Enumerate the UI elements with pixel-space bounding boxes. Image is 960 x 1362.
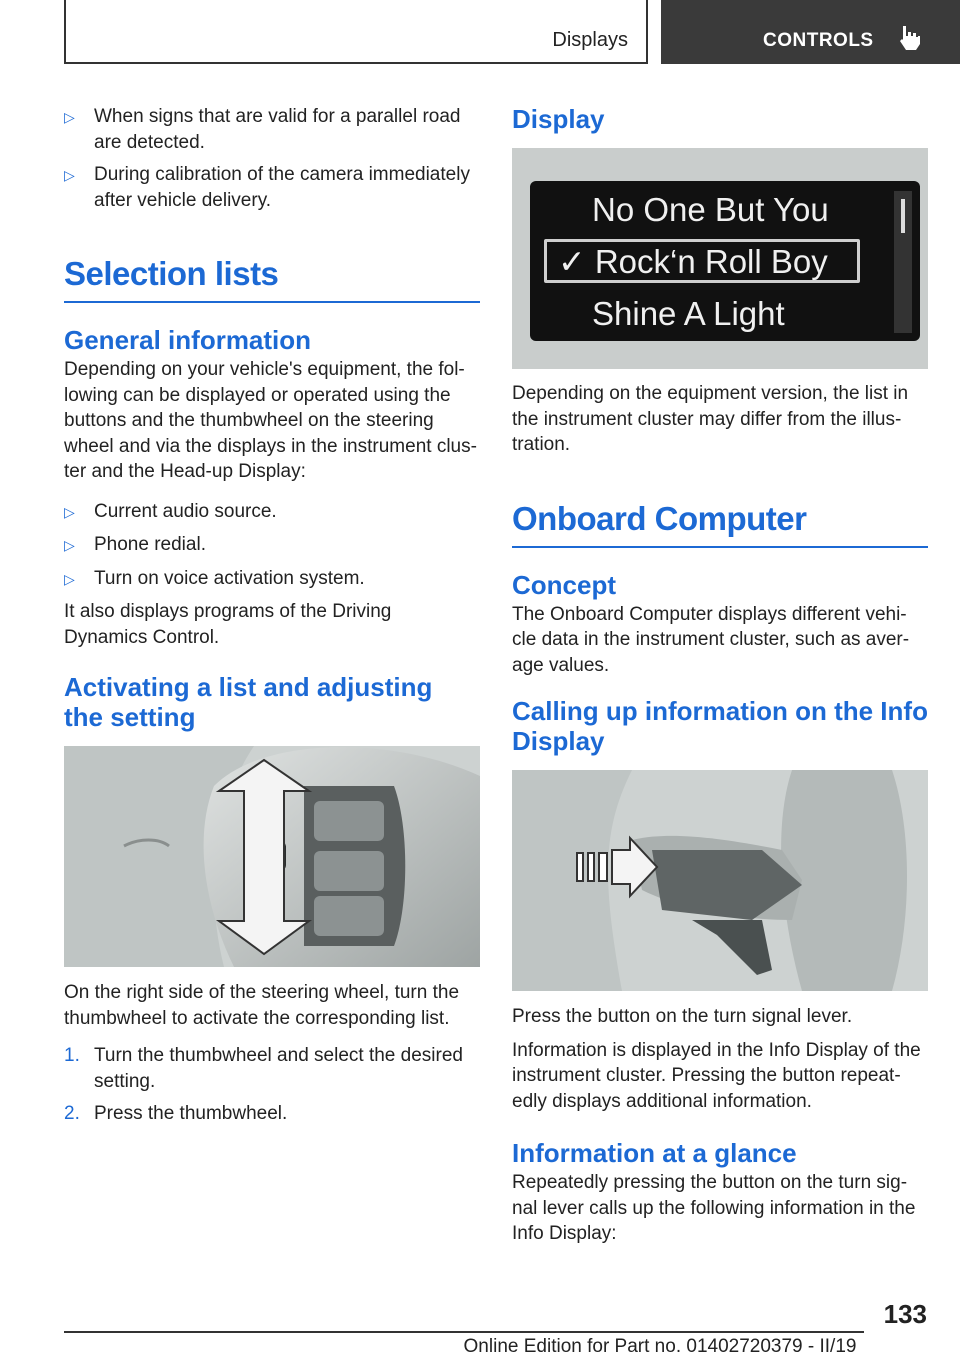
list-item xyxy=(64,532,480,559)
driving-dynamics-text: It also displays programs of the Driving Dynamics Control. xyxy=(64,601,392,648)
calling-up-heading: Calling up information on the Info Display xyxy=(512,696,928,756)
list-item xyxy=(64,566,480,593)
list-item-text: Turn on voice activation system. xyxy=(94,567,365,589)
header-chapter-tab xyxy=(661,0,960,64)
list-item-text: When signs that are valid for a parallel road are detected. xyxy=(94,106,461,153)
header-section-title: Displays xyxy=(552,29,628,51)
general-information-text: Depending on your vehicle's equipment, the fol‐lowing can be displayed or operated using the buttons and the thumbwheel on the steering wheel and via the displays in the instrument clus‐ter and the Head-up Display: xyxy=(64,359,477,482)
page-number: 133 xyxy=(883,1299,927,1329)
display-list-item: No One But You xyxy=(592,191,829,228)
steering-wheel-illustration xyxy=(64,746,480,967)
step-text: Press the thumbwheel. xyxy=(94,1103,288,1124)
selection-lists-heading: Selection lists xyxy=(64,255,480,303)
list-item-text: Current audio source. xyxy=(94,500,277,522)
general-information-heading: General information xyxy=(64,325,312,355)
calling-up-text-1: Press the button on the turn signal lever. xyxy=(512,1006,853,1027)
step-number: 1. xyxy=(64,1045,80,1066)
left-column xyxy=(64,104,480,1134)
triangle-bullet-icon: ▷ xyxy=(64,503,75,520)
triangle-bullet-icon: ▷ xyxy=(64,109,75,125)
list-item xyxy=(64,104,480,155)
display-scrollbar xyxy=(894,191,912,333)
step-item xyxy=(64,1043,480,1094)
triangle-bullet-icon: ▷ xyxy=(64,537,75,553)
header-chapter-title: CONTROLS xyxy=(763,30,874,51)
activating-list-text: On the right side of the steering wheel, turn the thumbwheel to activate the corresponding list. xyxy=(64,982,460,1029)
list-item xyxy=(64,162,480,213)
triangle-bullet-icon: ▷ xyxy=(64,167,75,183)
triangle-bullet-icon: ▷ xyxy=(64,570,75,587)
display-heading: Display xyxy=(512,104,605,134)
information-at-a-glance-heading: Information at a glance xyxy=(512,1138,797,1168)
step-item xyxy=(64,1101,480,1127)
concept-text: The Onboard Computer displays different vehi‐cle data in the instrument cluster, such as aver‐age values. xyxy=(512,603,910,676)
step-text: Turn the thumbwheel and select the desired setting. xyxy=(94,1045,463,1092)
onboard-computer-heading: Onboard Computer xyxy=(512,500,928,548)
display-screen xyxy=(530,181,920,341)
step-number: 2. xyxy=(64,1103,80,1124)
display-scrollbar-thumb xyxy=(901,199,905,233)
list-item xyxy=(64,499,480,526)
header-section-tab xyxy=(64,0,648,64)
hand-pointer-icon xyxy=(897,24,921,52)
turn-signal-lever-illustration xyxy=(512,770,928,991)
calling-up-text-2: Information is displayed in the Info Display of the instrument cluster. Pressing the button repeat‐edly displays additional information. xyxy=(512,1039,921,1112)
list-item-text: During calibration of the camera immediately after vehicle delivery. xyxy=(94,164,470,211)
footer-divider xyxy=(64,1331,864,1333)
display-caption: Depending on the equipment version, the list in the instrument cluster may differ from the illus‐tration. xyxy=(512,383,909,455)
list-item-text: Phone redial. xyxy=(94,534,206,555)
right-column xyxy=(512,104,928,1255)
display-list-item: Shine A Light xyxy=(592,295,785,332)
footer-edition-text: Online Edition for Part no. 01402720379 - II/19 xyxy=(463,1336,857,1357)
information-at-a-glance-text: Repeatedly pressing the button on the turn sig‐nal lever calls up the following information in the Info Display: xyxy=(512,1172,916,1244)
concept-heading: Concept xyxy=(512,569,616,600)
display-list-item: ✓ Rock‘n Roll Boy xyxy=(558,243,828,280)
instrument-display-illustration xyxy=(512,148,928,369)
activating-list-heading: Activating a list and adjusting the setting xyxy=(64,672,433,732)
